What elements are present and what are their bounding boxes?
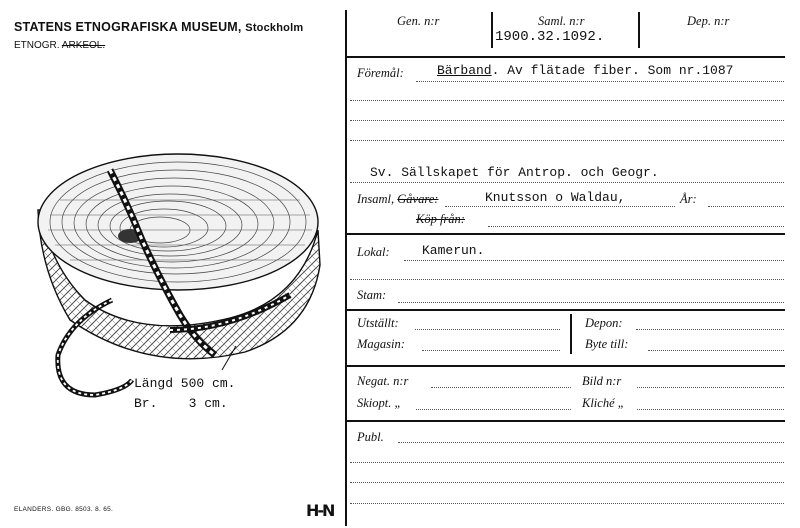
image-number-label: Bild n:r [582,374,622,388]
dep-number-label: Dep. n:r [687,14,730,28]
dotted-line [636,329,784,330]
insaml-struck: Gåvare: [397,192,439,206]
header-col-divider-2 [638,12,640,48]
collector-name: Knutsson o Waldau, [485,190,626,205]
purchase-label: Köp från: [416,212,465,226]
saml-number-value: 1900.32.1092. [495,29,605,45]
dotted-line [416,81,784,82]
dotted-line [648,350,784,351]
publication-label: Publ. [357,430,384,444]
dotted-line [431,387,571,388]
museum-city: Stockholm [245,22,304,34]
dotted-line [445,206,675,207]
foremal-label: Föremål: [357,66,404,80]
dept-arkeol-struck: ARKEOL. [61,40,106,51]
dotted-line [637,387,784,388]
exhibited-label: Utställt: [357,316,399,330]
dotted-line [398,302,784,303]
storage-col-divider [570,314,572,354]
dotted-line [637,409,784,410]
handwritten-initials: H-N [306,501,334,520]
museum-title: STATENS ETNOGRAFISKA MUSEUM, [14,20,242,34]
length-measurement: Längd 500 cm. [134,376,236,391]
gen-number-label: Gen. n:r [397,14,440,28]
society-text: Sv. Sällskapet för Antrop. och Geogr. [370,165,659,180]
card-border-left [345,10,347,526]
dotted-line [350,120,784,121]
dotted-line [708,206,784,207]
dotted-line [422,350,560,351]
deposit-label: Depon: [585,316,623,330]
dotted-line [350,100,784,101]
header-col-divider-1 [491,12,493,48]
dotted-line [350,482,784,483]
dotted-line [350,279,784,280]
locality-value: Kamerun. [422,243,485,258]
dotted-line [350,182,784,183]
foremal-description: . Av flätade fiber. Som nr.1087 [491,63,734,78]
cliche-label: Kliché „ [582,396,625,410]
printer-imprint: ELANDERS. GBG. 8503. 8. 65. [14,506,114,513]
exchange-label: Byte till: [585,337,629,351]
locality-label: Lokal: [357,245,390,259]
dotted-line [350,140,784,141]
dotted-line [404,260,784,261]
saml-number-label: Saml. n:r [538,14,585,28]
tribe-label: Stam: [357,288,387,302]
section-divider [345,420,785,422]
section-divider [345,309,785,311]
section-divider [345,233,785,235]
section-divider [345,365,785,367]
negative-number-label: Negat. n:r [357,374,409,388]
dotted-line [488,226,784,227]
dotted-line [350,503,784,504]
header-divider [345,56,785,58]
slide-label: Skiopt. „ [357,396,402,410]
dotted-line [415,329,560,330]
year-label: År: [680,192,697,206]
foremal-object-name: Bärband [437,63,492,78]
storage-label: Magasin: [357,337,405,351]
insaml-label [357,192,438,207]
dept-etnogr: ETNOGR. [14,40,60,51]
dotted-line [350,462,784,463]
insaml-prefix: Insaml, [357,192,395,206]
dotted-line [398,442,784,443]
width-measurement: Br. 3 cm. [134,396,228,411]
dotted-line [416,409,571,410]
foremal-value [437,63,733,78]
